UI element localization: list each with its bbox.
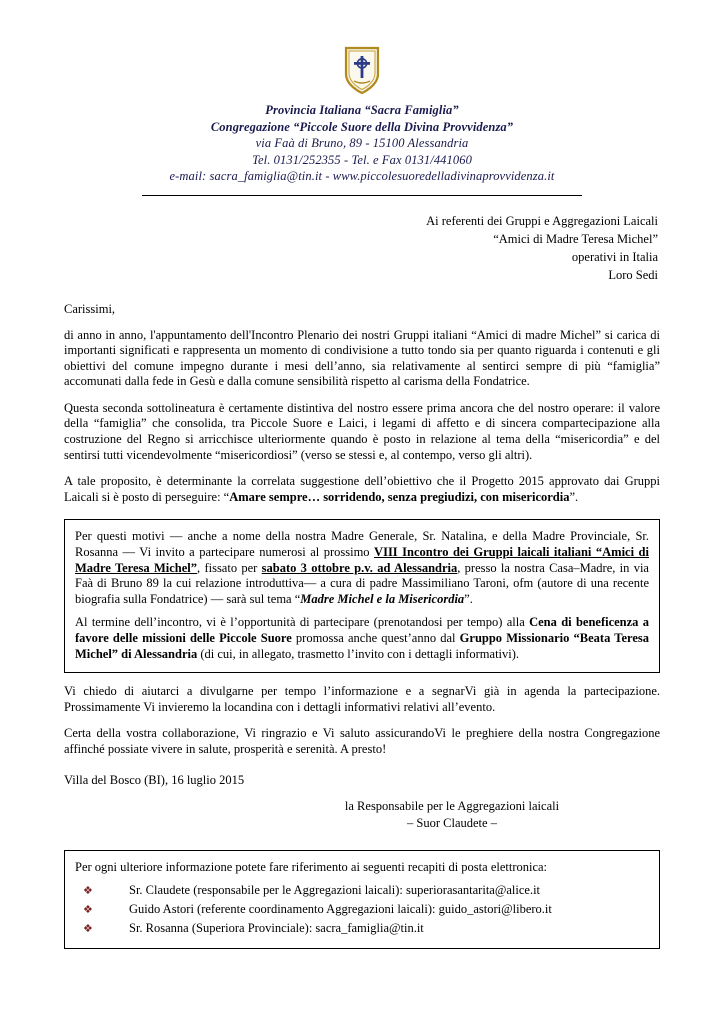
addressee-line-2: “Amici di Madre Teresa Michel” xyxy=(493,231,658,246)
inv2-text-3: (di cui, in allegato, trasmetto l’invito con i dettagli informativi). xyxy=(197,646,520,661)
contact-rosanna: Sr. Rosanna (Superiora Provinciale): sacra_famiglia@tin.it xyxy=(129,920,424,935)
paragraph-1: di anno in anno, l'appuntamento dell'Incontro Plenario dei nostri Gruppi italiani “Amici di madre Michel” si carica di importanti significati e rappresenta un momento di condivisione a tutto tondo sia per quanto riguarda i contenuti e gli obiettivi del comune impegno durante i mesi dell’anno, sia relativamente al sentirci sempre di più “famiglia” accomunati dalla fede in Gesù e dalla comune sensibilità rispetto al carisma della Fondatrice. xyxy=(64,327,660,389)
signature-role: la Responsabile per le Aggregazioni laicali xyxy=(344,798,560,813)
paragraph-3-text-a: A tale proposito, è determinante la correlata suggestione dell’obiettivo che il Progetto 2015 approvato dai Gruppi Laicali si è posto di perseguire: “ xyxy=(64,474,660,504)
project-objective-quote: Amare sempre… sorridendo, senza pregiudizi, con misericordia xyxy=(229,489,570,504)
contacts-box xyxy=(64,850,660,949)
list-item xyxy=(75,881,649,900)
event-date-underlined: sabato 3 ottobre p.v. ad Alessandria xyxy=(261,560,458,575)
paragraph-3-text-b: ”. xyxy=(569,489,579,504)
letterhead-email-web: e-mail: sacra_famiglia@tin.it - www.piccolesuoredelladivinaprovvidenza.it xyxy=(169,169,555,183)
signature-name: – Suor Claudete – xyxy=(407,815,497,830)
crest-container xyxy=(64,44,660,96)
place-and-date: Villa del Bosco (BI), 16 luglio 2015 xyxy=(64,772,245,787)
inv2-text-1: Al termine dell’incontro, vi è l’opportunità di partecipare (prenotandosi per tempo) alla xyxy=(75,615,530,630)
paragraph-2: Questa seconda sottolineatura è certamente distintiva del nostro essere prima ancora che del nostro operare: il valore della “famiglia” che consolida, tra Piccole Suore e Laici, i legami di affetto e di sincera compartecipazione alla costruzione del Regno si arricchisce ulteriormente quando è posto in relazione al tema della “misericordia” e del sentirsi tutti vicendevolmente “misericordiosi” (verso se stessi e, al contempo, verso gli altri). xyxy=(64,400,660,462)
inv-text-1: Per questi motivi — anche a nome della nostra Madre Generale, Sr. Natalina, e della Madre Provinciale, Sr. Rosanna — Vi invito a partecipare numerosi al prossimo xyxy=(75,529,649,560)
diamond-bullet-icon: ❖ xyxy=(83,883,93,897)
addressee-line-3: operativi in Italia xyxy=(571,249,658,264)
addressee-line-1: Ai referenti dei Gruppi e Aggregazioni Laicali xyxy=(426,213,658,228)
contact-astori: Guido Astori (referente coordinamento Aggregazioni laicali): guido_astori@libero.it xyxy=(129,901,552,916)
closing-block xyxy=(64,684,660,757)
event-name-underlined: VIII Incontro dei Gruppi laicali italiani “Amici di Madre Teresa Michel” xyxy=(75,545,649,575)
signature-block xyxy=(244,798,660,832)
paragraph-3 xyxy=(64,474,660,505)
missionary-group-label: Gruppo Missionario “Beata Teresa Michel” di Alessandria xyxy=(75,631,649,661)
closing-paragraph-2: Certa della vostra collaborazione, Vi ringrazio e Vi saluto assicurandoVi le preghiere della nostra Congregazione affinché possiate vivere in salute, prosperità e serenità. A presto! xyxy=(64,726,660,756)
letterhead xyxy=(64,102,660,185)
addressee-block xyxy=(64,212,658,284)
contact-claudete: Sr. Claudete (responsabile per le Aggregazioni laicali): superiorasantarita@alice.it xyxy=(129,882,541,897)
invitation-paragraph-2 xyxy=(75,615,649,662)
diamond-bullet-icon: ❖ xyxy=(83,921,93,935)
list-item xyxy=(75,919,649,938)
letterhead-address: via Faà di Bruno, 89 - 15100 Alessandria xyxy=(255,136,469,150)
list-item xyxy=(75,900,649,919)
coat-of-arms-icon xyxy=(342,44,382,96)
invitation-paragraph-1 xyxy=(75,529,649,607)
letterhead-phone: Tel. 0131/252355 - Tel. e Fax 0131/441060 xyxy=(252,152,472,167)
charity-dinner-label: Cena di beneficenza a favore delle missioni delle Piccole Suore xyxy=(75,615,649,645)
inv-text-3: , presso la nostra Casa–Madre, in via Faà di Bruno 89 la cui relazione introduttiva— a cura di padre Massimiliano Taroni, ofm (autore di una recente biografia sulla Fondatrice) — sarà sul tema “ xyxy=(75,560,649,606)
contacts-intro: Per ogni ulteriore informazione potete fare riferimento ai seguenti recapiti di posta elettronica: xyxy=(75,859,548,874)
invitation-box xyxy=(64,519,660,673)
inv-text-4: ”. xyxy=(464,591,473,606)
header-divider xyxy=(142,195,582,196)
talk-title: Madre Michel e la Misericordia xyxy=(300,591,465,606)
letterhead-line-2: Congregazione “Piccole Suore della Divina Provvidenza” xyxy=(210,119,514,134)
inv-text-2: , fissato per xyxy=(197,560,262,575)
salutation: Carissimi, xyxy=(64,301,116,316)
closing-paragraph-1: Vi chiedo di aiutarci a divulgarne per tempo l’informazione e a segnarVi già in agenda la partecipazione. Prossimamente Vi invieremo la locandina con i dettagli informativi relativi all’evento. xyxy=(64,684,660,714)
inv2-text-2: promossa anche quest’anno dal xyxy=(291,631,460,645)
diamond-bullet-icon: ❖ xyxy=(83,902,93,916)
letterhead-line-1: Provincia Italiana “Sacra Famiglia” xyxy=(265,103,459,117)
addressee-line-4: Loro Sedi xyxy=(608,267,658,282)
